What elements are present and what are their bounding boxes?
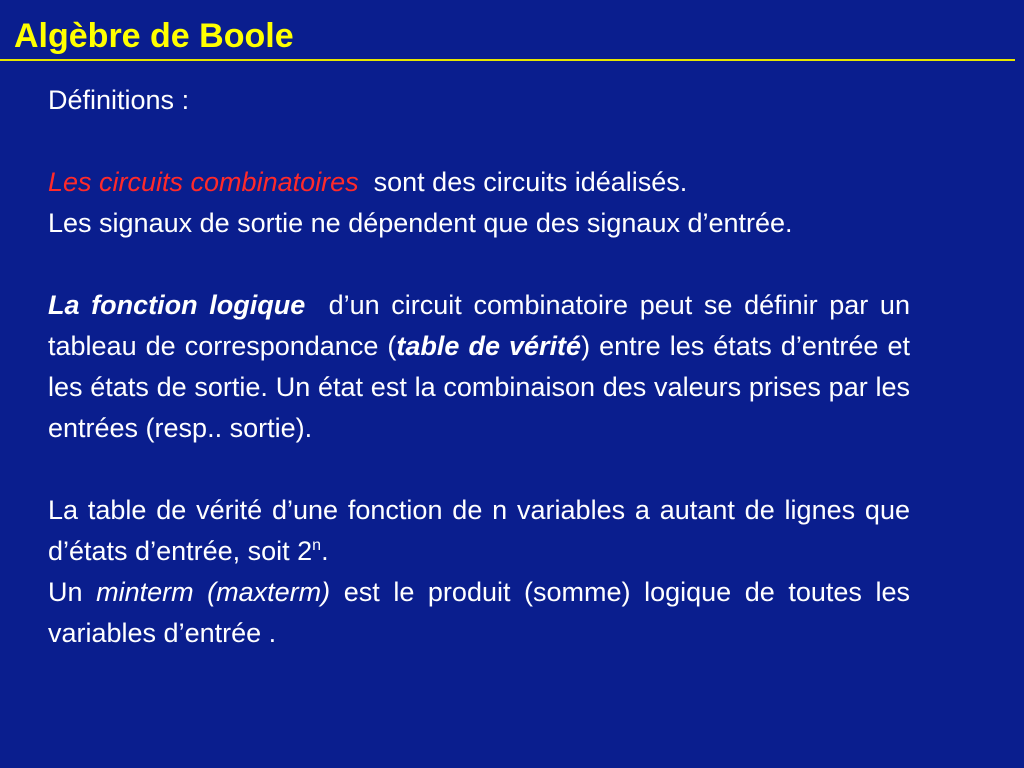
paragraph-text: Un [48, 577, 97, 607]
title-divider [0, 59, 1015, 61]
paragraph-text: d’un circuit combinatoire peut se définir par un tableau de correspondance ( [48, 290, 910, 361]
spacer [48, 244, 910, 285]
term-logic-function: La fonction logique [48, 290, 306, 320]
spacer [48, 121, 910, 162]
paragraph-minterm [48, 572, 910, 654]
paragraph-text: La table de vérité d’une fonction de n variables a autant de lignes que d’états d’entrée, soit 2 [48, 495, 910, 566]
paragraph-combinational-circuits [48, 162, 910, 203]
term-minterm: minterm (maxterm) [96, 577, 331, 607]
exponent: n [312, 537, 322, 554]
paragraph-text: sont des circuits idéalisés. [373, 167, 688, 197]
term-truth-table: table de vérité [396, 331, 582, 361]
paragraph-end: . [321, 536, 329, 566]
paragraph-logic-function [48, 285, 910, 449]
slide-body [48, 80, 910, 654]
paragraph-output-signals: Les signaux de sortie ne dépendent que des signaux d’entrée. [48, 208, 793, 238]
slide-title: Algèbre de Boole [14, 17, 294, 55]
paragraph-truth-table-size [48, 490, 910, 572]
term-combinational-circuits: Les circuits combinatoires [48, 167, 359, 197]
paragraph-text: ) entre les états d’entrée et les états de sortie. Un état est la combinaison des valeurs prises par les entrées (resp.. sortie). [48, 331, 910, 443]
spacer [48, 449, 910, 490]
definitions-heading: Définitions : [48, 85, 190, 115]
paragraph-text: est le produit (somme) logique de toutes les variables d’entrée . [48, 577, 910, 648]
